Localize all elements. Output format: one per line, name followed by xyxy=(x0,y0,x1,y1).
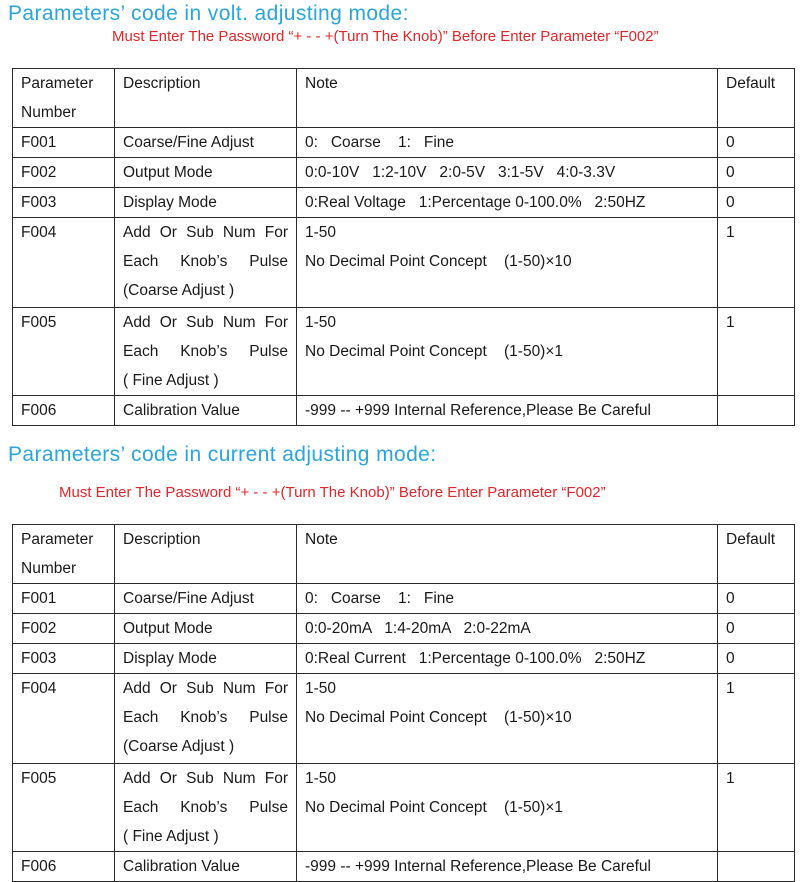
row-note: 0: Coarse 1: Fine xyxy=(297,128,718,158)
row-description: Output Mode xyxy=(115,158,297,188)
description-line: (Coarse Adjust ) xyxy=(123,738,235,755)
header-note: Note xyxy=(297,69,718,128)
row-number: F001 xyxy=(13,584,115,614)
row-default xyxy=(718,852,795,882)
row-description xyxy=(115,674,297,764)
row-note: 0:0-20mA 1:4-20mA 2:0-22mA xyxy=(297,614,718,644)
row-number: F005 xyxy=(13,764,115,852)
row-number: F002 xyxy=(13,158,115,188)
row-description: Output Mode xyxy=(115,614,297,644)
row-note xyxy=(297,308,718,396)
current-mode-password-note: Must Enter The Password “+ - - +(Turn The Knob)” Before Enter Parameter “F002” xyxy=(59,484,606,501)
header-parameter-number xyxy=(13,69,115,128)
description-line: Each Knob’s Pulse xyxy=(123,709,288,726)
note-line: No Decimal Point Concept (1-50)×10 xyxy=(305,709,572,726)
row-note xyxy=(297,218,718,308)
note-line: 1-50 xyxy=(305,314,337,331)
row-note: 0:Real Current 1:Percentage 0-100.0% 2:50HZ xyxy=(297,644,718,674)
row-description: Coarse/Fine Adjust xyxy=(115,584,297,614)
row-default xyxy=(718,396,795,426)
row-description: Calibration Value xyxy=(115,852,297,882)
table-row xyxy=(13,764,795,852)
row-default: 0 xyxy=(718,584,795,614)
description-line: (Coarse Adjust ) xyxy=(123,282,235,299)
volt-parameter-table xyxy=(12,68,795,426)
description-line: Each Knob’s Pulse xyxy=(123,253,288,270)
table-row xyxy=(13,158,795,188)
table-row xyxy=(13,614,795,644)
row-default: 1 xyxy=(718,308,795,396)
header-label: Parameter xyxy=(21,531,94,548)
current-parameter-table xyxy=(12,524,795,882)
row-note: -999 -- +999 Internal Reference,Please Be Careful xyxy=(297,852,718,882)
description-line: Each Knob’s Pulse xyxy=(123,343,288,360)
row-description xyxy=(115,308,297,396)
row-description: Calibration Value xyxy=(115,396,297,426)
row-note xyxy=(297,674,718,764)
row-number: F001 xyxy=(13,128,115,158)
row-number: F005 xyxy=(13,308,115,396)
volt-mode-password-note: Must Enter The Password “+ - - +(Turn The Knob)” Before Enter Parameter “F002” xyxy=(112,28,659,45)
note-line: No Decimal Point Concept (1-50)×1 xyxy=(305,343,564,360)
table-header-row xyxy=(13,69,795,128)
row-number: F006 xyxy=(13,852,115,882)
row-note xyxy=(297,764,718,852)
note-line: 1-50 xyxy=(305,680,337,697)
header-parameter-number xyxy=(13,525,115,584)
header-note: Note xyxy=(297,525,718,584)
row-number: F004 xyxy=(13,674,115,764)
row-description: Display Mode xyxy=(115,644,297,674)
row-default: 1 xyxy=(718,218,795,308)
header-label: Number xyxy=(21,104,77,121)
header-label: Number xyxy=(21,560,77,577)
row-note: -999 -- +999 Internal Reference,Please Be Careful xyxy=(297,396,718,426)
header-label: Parameter xyxy=(21,75,94,92)
row-default: 1 xyxy=(718,674,795,764)
row-number: F003 xyxy=(13,188,115,218)
description-line: ( Fine Adjust ) xyxy=(123,372,219,389)
description-line: Add Or Sub Num For xyxy=(123,680,288,697)
table-row xyxy=(13,308,795,396)
row-number: F003 xyxy=(13,644,115,674)
description-line: Each Knob’s Pulse xyxy=(123,799,288,816)
table-row xyxy=(13,644,795,674)
row-default: 0 xyxy=(718,128,795,158)
row-default: 0 xyxy=(718,614,795,644)
row-note: 0: Coarse 1: Fine xyxy=(297,584,718,614)
row-description xyxy=(115,218,297,308)
note-line: 1-50 xyxy=(305,224,337,241)
table-row xyxy=(13,218,795,308)
row-default: 0 xyxy=(718,188,795,218)
row-note: 0:0-10V 1:2-10V 2:0-5V 3:1-5V 4:0-3.3V xyxy=(297,158,718,188)
table-header-row xyxy=(13,525,795,584)
row-description: Coarse/Fine Adjust xyxy=(115,128,297,158)
volt-mode-heading: Parameters’ code in volt. adjusting mode: xyxy=(8,2,409,25)
row-number: F006 xyxy=(13,396,115,426)
header-description: Description xyxy=(115,525,297,584)
row-number: F004 xyxy=(13,218,115,308)
description-line: ( Fine Adjust ) xyxy=(123,828,219,845)
note-line: 1-50 xyxy=(305,770,337,787)
current-mode-heading: Parameters’ code in current adjusting mode: xyxy=(8,443,437,466)
description-line: Add Or Sub Num For xyxy=(123,770,288,787)
row-default: 0 xyxy=(718,644,795,674)
table-row xyxy=(13,188,795,218)
note-line: No Decimal Point Concept (1-50)×1 xyxy=(305,799,564,816)
header-description: Description xyxy=(115,69,297,128)
row-description xyxy=(115,764,297,852)
row-default: 0 xyxy=(718,158,795,188)
description-line: Add Or Sub Num For xyxy=(123,314,288,331)
row-description: Display Mode xyxy=(115,188,297,218)
table-row xyxy=(13,674,795,764)
table-row xyxy=(13,128,795,158)
header-default: Default xyxy=(718,69,795,128)
table-row xyxy=(13,852,795,882)
header-default: Default xyxy=(718,525,795,584)
table-row xyxy=(13,584,795,614)
row-note: 0:Real Voltage 1:Percentage 0-100.0% 2:50HZ xyxy=(297,188,718,218)
row-number: F002 xyxy=(13,614,115,644)
description-line: Add Or Sub Num For xyxy=(123,224,288,241)
note-line: No Decimal Point Concept (1-50)×10 xyxy=(305,253,572,270)
row-default: 1 xyxy=(718,764,795,852)
table-row xyxy=(13,396,795,426)
